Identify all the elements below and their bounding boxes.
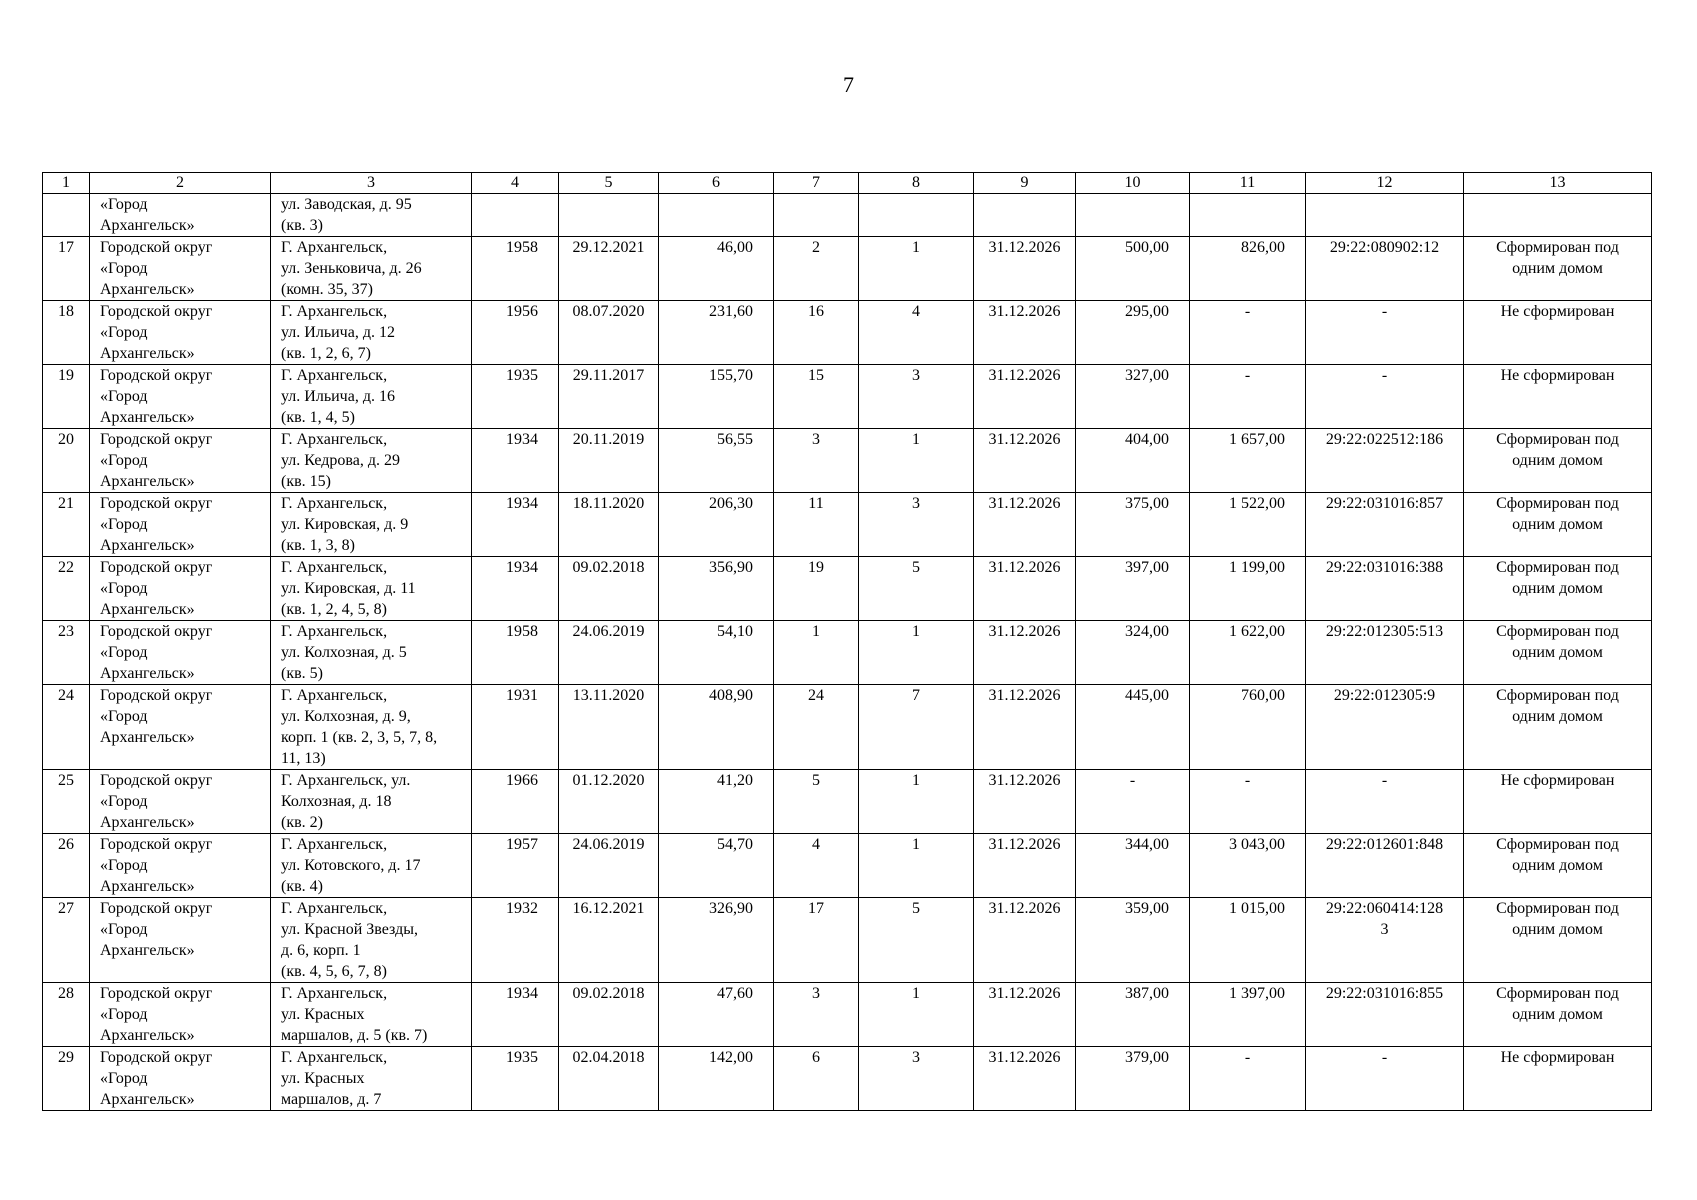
cell-year-built: 1956 [472,301,559,365]
cell-address: Г. Архангельск, ул. Колхозная, д. 18 (кв. 2) [271,770,472,834]
cell-area: 47,60 [659,983,774,1047]
cell-year-built: 1966 [472,770,559,834]
column-header-7: 7 [774,173,859,194]
cell-land-plot-area: - [1190,1047,1306,1111]
cell-land-status: Сформирован под одним домом [1464,621,1652,685]
cell-residents-count: 3 [774,429,859,493]
cell-area: 56,55 [659,429,774,493]
cell-residents-count: 6 [774,1047,859,1111]
cell-land-status: Сформирован под одним домом [1464,685,1652,770]
cell-recognition-date: 09.02.2018 [559,983,659,1047]
table-row [43,301,1652,365]
cell-cadastral-number [1306,194,1464,237]
cell-municipality: Городской округ «Город Архангельск» [90,621,271,685]
cell-cadastral-number: 29:22:031016:388 [1306,557,1464,621]
cell-apartments-count: 1 [859,621,974,685]
cell-cadastral-number: - [1306,770,1464,834]
cell-address: Г. Архангельск, ул. Красных маршалов, д. 5 (кв. 7) [271,983,472,1047]
cell-land-plot-area: 1 397,00 [1190,983,1306,1047]
cell-land-plot-area: 760,00 [1190,685,1306,770]
cell-apartments-count: 4 [859,301,974,365]
cell-municipality: Городской округ «Город Архангельск» [90,983,271,1047]
cell-cadastral-number: - [1306,301,1464,365]
cell-land-plot-area: 1 199,00 [1190,557,1306,621]
cell-address: Г. Архангельск, ул. Кировская, д. 11 (кв. 1, 2, 4, 5, 8) [271,557,472,621]
cell-address: Г. Архангельск, ул. Колхозная, д. 5 (кв. 5) [271,621,472,685]
cell-area: 46,00 [659,237,774,301]
cell-area [659,194,774,237]
cell-apartments-count: 3 [859,1047,974,1111]
cell-residents-count: 1 [774,621,859,685]
header-row [43,173,1652,194]
cell-row-number: 24 [43,685,90,770]
cell-row-number: 17 [43,237,90,301]
cell-residents-count: 11 [774,493,859,557]
cell-residents-count: 3 [774,983,859,1047]
cell-area: 41,20 [659,770,774,834]
cell-recognition-date [559,194,659,237]
cell-land-status: Сформирован под одним домом [1464,983,1652,1047]
cell-cadastral-number: 29:22:080902:12 [1306,237,1464,301]
cell-year-built: 1958 [472,621,559,685]
column-header-12: 12 [1306,173,1464,194]
column-header-11: 11 [1190,173,1306,194]
cell-resettlement-deadline: 31.12.2026 [974,237,1076,301]
cell-cadastral-number: 29:22:022512:186 [1306,429,1464,493]
cell-land-plot-area: 3 043,00 [1190,834,1306,898]
cell-resettlement-deadline: 31.12.2026 [974,621,1076,685]
cell-land-plot-area: 1 657,00 [1190,429,1306,493]
cell-apartments-count: 1 [859,770,974,834]
cell-area: 408,90 [659,685,774,770]
cell-recognition-date: 24.06.2019 [559,621,659,685]
cell-resettlement-deadline: 31.12.2026 [974,365,1076,429]
cell-cadastral-number: 29:22:012305:513 [1306,621,1464,685]
cell-row-number: 21 [43,493,90,557]
cell-land-status: Не сформирован [1464,365,1652,429]
cell-address: Г. Архангельск, ул. Красных маршалов, д. 7 [271,1047,472,1111]
table-row [43,557,1652,621]
cell-recognition-date: 13.11.2020 [559,685,659,770]
table-row [43,237,1652,301]
cell-land-plot-area [1190,194,1306,237]
cell-area: 142,00 [659,1047,774,1111]
cell-residents-count: 16 [774,301,859,365]
cell-land-plot-area: - [1190,301,1306,365]
cell-land-plot-area: 1 522,00 [1190,493,1306,557]
cell-municipality: «Город Архангельск» [90,194,271,237]
cell-land-status: Не сформирован [1464,301,1652,365]
column-header-4: 4 [472,173,559,194]
cell-cadastral-number: 29:22:012601:848 [1306,834,1464,898]
cell-residents-count: 24 [774,685,859,770]
cell-land-plot-area: 826,00 [1190,237,1306,301]
cell-year-built: 1934 [472,429,559,493]
cell-row-number: 26 [43,834,90,898]
cell-resettlement-deadline: 31.12.2026 [974,834,1076,898]
cell-land-area: 344,00 [1076,834,1190,898]
cell-area: 231,60 [659,301,774,365]
cell-land-area: 445,00 [1076,685,1190,770]
cell-land-plot-area: 1 622,00 [1190,621,1306,685]
cell-row-number: 19 [43,365,90,429]
cell-resettlement-deadline: 31.12.2026 [974,770,1076,834]
cell-land-status: Сформирован под одним домом [1464,557,1652,621]
cell-resettlement-deadline: 31.12.2026 [974,898,1076,983]
cell-land-area: 359,00 [1076,898,1190,983]
column-header-9: 9 [974,173,1076,194]
cell-land-status: Не сформирован [1464,1047,1652,1111]
cell-land-status: Не сформирован [1464,770,1652,834]
cell-year-built: 1934 [472,983,559,1047]
cell-apartments-count: 1 [859,983,974,1047]
cell-year-built: 1957 [472,834,559,898]
cell-resettlement-deadline: 31.12.2026 [974,557,1076,621]
table-body [43,173,1652,1111]
cell-year-built: 1934 [472,493,559,557]
cell-municipality: Городской округ «Город Архангельск» [90,770,271,834]
cell-apartments-count: 3 [859,493,974,557]
cell-year-built: 1934 [472,557,559,621]
table-row [43,621,1652,685]
column-header-1: 1 [43,173,90,194]
cell-cadastral-number: - [1306,365,1464,429]
table-row [43,493,1652,557]
cell-residents-count: 17 [774,898,859,983]
cell-recognition-date: 02.04.2018 [559,1047,659,1111]
cell-area: 206,30 [659,493,774,557]
cell-year-built: 1931 [472,685,559,770]
cell-municipality: Городской округ «Город Архангельск» [90,834,271,898]
column-header-6: 6 [659,173,774,194]
cell-recognition-date: 18.11.2020 [559,493,659,557]
cell-row-number: 22 [43,557,90,621]
cell-row-number: 29 [43,1047,90,1111]
cell-resettlement-deadline: 31.12.2026 [974,1047,1076,1111]
cell-land-status: Сформирован под одним домом [1464,429,1652,493]
cell-apartments-count: 7 [859,685,974,770]
cell-address: Г. Архангельск, ул. Ильича, д. 12 (кв. 1, 2, 6, 7) [271,301,472,365]
column-header-8: 8 [859,173,974,194]
table-row [43,685,1652,770]
cell-municipality: Городской округ «Город Архангельск» [90,365,271,429]
cell-municipality: Городской округ «Город Архангельск» [90,237,271,301]
cell-year-built: 1932 [472,898,559,983]
cell-area: 326,90 [659,898,774,983]
cell-land-area: 324,00 [1076,621,1190,685]
cell-cadastral-number: 29:22:031016:855 [1306,983,1464,1047]
cell-resettlement-deadline [974,194,1076,237]
cell-area: 54,70 [659,834,774,898]
cell-row-number: 25 [43,770,90,834]
cell-land-status [1464,194,1652,237]
cell-residents-count: 15 [774,365,859,429]
cell-land-status: Сформирован под одним домом [1464,834,1652,898]
cell-address: Г. Архангельск, ул. Кедрова, д. 29 (кв. 15) [271,429,472,493]
column-header-10: 10 [1076,173,1190,194]
cell-residents-count: 4 [774,834,859,898]
cell-year-built: 1935 [472,365,559,429]
cell-land-plot-area: - [1190,365,1306,429]
cell-row-number: 28 [43,983,90,1047]
cell-recognition-date: 29.11.2017 [559,365,659,429]
cell-address: Г. Архангельск, ул. Колхозная, д. 9, корп. 1 (кв. 2, 3, 5, 7, 8, 11, 13) [271,685,472,770]
cell-recognition-date: 16.12.2021 [559,898,659,983]
table-row [43,770,1652,834]
cell-land-area: 379,00 [1076,1047,1190,1111]
table-row [43,365,1652,429]
cell-recognition-date: 24.06.2019 [559,834,659,898]
cell-municipality: Городской округ «Город Архангельск» [90,429,271,493]
cell-apartments-count: 1 [859,429,974,493]
cell-land-area: 500,00 [1076,237,1190,301]
cell-recognition-date: 09.02.2018 [559,557,659,621]
cell-address: ул. Заводская, д. 95 (кв. 3) [271,194,472,237]
cell-cadastral-number: 29:22:012305:9 [1306,685,1464,770]
cell-address: Г. Архангельск, ул. Зеньковича, д. 26 (комн. 35, 37) [271,237,472,301]
cell-land-area: 375,00 [1076,493,1190,557]
cell-residents-count: 2 [774,237,859,301]
cell-area: 155,70 [659,365,774,429]
cell-row-number: 27 [43,898,90,983]
column-header-13: 13 [1464,173,1652,194]
cell-resettlement-deadline: 31.12.2026 [974,429,1076,493]
cell-land-area: 295,00 [1076,301,1190,365]
cell-year-built [472,194,559,237]
cell-land-area [1076,194,1190,237]
cell-municipality: Городской округ «Город Архангельск» [90,493,271,557]
cell-year-built: 1935 [472,1047,559,1111]
cell-resettlement-deadline: 31.12.2026 [974,983,1076,1047]
cell-address: Г. Архангельск, ул. Красной Звезды, д. 6, корп. 1 (кв. 4, 5, 6, 7, 8) [271,898,472,983]
cell-land-area: 327,00 [1076,365,1190,429]
cell-address: Г. Архангельск, ул. Ильича, д. 16 (кв. 1, 4, 5) [271,365,472,429]
cell-land-area: 387,00 [1076,983,1190,1047]
cell-resettlement-deadline: 31.12.2026 [974,301,1076,365]
cell-apartments-count: 5 [859,898,974,983]
table-row [43,194,1652,237]
cell-residents-count: 5 [774,770,859,834]
cell-row-number [43,194,90,237]
cell-municipality: Городской округ «Город Архангельск» [90,1047,271,1111]
column-header-5: 5 [559,173,659,194]
cell-recognition-date: 29.12.2021 [559,237,659,301]
cell-apartments-count: 1 [859,237,974,301]
cell-resettlement-deadline: 31.12.2026 [974,493,1076,557]
table-row [43,983,1652,1047]
cell-land-area: - [1076,770,1190,834]
column-header-3: 3 [271,173,472,194]
cell-year-built: 1958 [472,237,559,301]
cell-cadastral-number: 29:22:060414:128 3 [1306,898,1464,983]
cell-municipality: Городской округ «Город Архангельск» [90,301,271,365]
cell-recognition-date: 01.12.2020 [559,770,659,834]
cell-apartments-count: 1 [859,834,974,898]
table-row [43,834,1652,898]
page-number: 7 [843,72,854,97]
cell-cadastral-number: 29:22:031016:857 [1306,493,1464,557]
cell-apartments-count [859,194,974,237]
cell-apartments-count: 3 [859,365,974,429]
cell-row-number: 23 [43,621,90,685]
cell-municipality: Городской округ «Город Архангельск» [90,685,271,770]
cell-cadastral-number: - [1306,1047,1464,1111]
table-row [43,429,1652,493]
cell-land-plot-area: 1 015,00 [1190,898,1306,983]
cell-area: 54,10 [659,621,774,685]
column-header-2: 2 [90,173,271,194]
cell-municipality: Городской округ «Город Архангельск» [90,898,271,983]
cell-land-area: 404,00 [1076,429,1190,493]
cell-resettlement-deadline: 31.12.2026 [974,685,1076,770]
cell-municipality: Городской округ «Город Архангельск» [90,557,271,621]
cell-land-status: Сформирован под одним домом [1464,493,1652,557]
cell-land-status: Сформирован под одним домом [1464,237,1652,301]
cell-land-status: Сформирован под одним домом [1464,898,1652,983]
cell-recognition-date: 08.07.2020 [559,301,659,365]
cell-recognition-date: 20.11.2019 [559,429,659,493]
cell-address: Г. Архангельск, ул. Котовского, д. 17 (кв. 4) [271,834,472,898]
cell-row-number: 20 [43,429,90,493]
cell-residents-count: 19 [774,557,859,621]
cell-residents-count [774,194,859,237]
cell-area: 356,90 [659,557,774,621]
cell-land-area: 397,00 [1076,557,1190,621]
cell-land-plot-area: - [1190,770,1306,834]
cell-address: Г. Архангельск, ул. Кировская, д. 9 (кв. 1, 3, 8) [271,493,472,557]
table-row [43,1047,1652,1111]
housing-registry-table [42,172,1652,1111]
cell-row-number: 18 [43,301,90,365]
table-row [43,898,1652,983]
cell-apartments-count: 5 [859,557,974,621]
